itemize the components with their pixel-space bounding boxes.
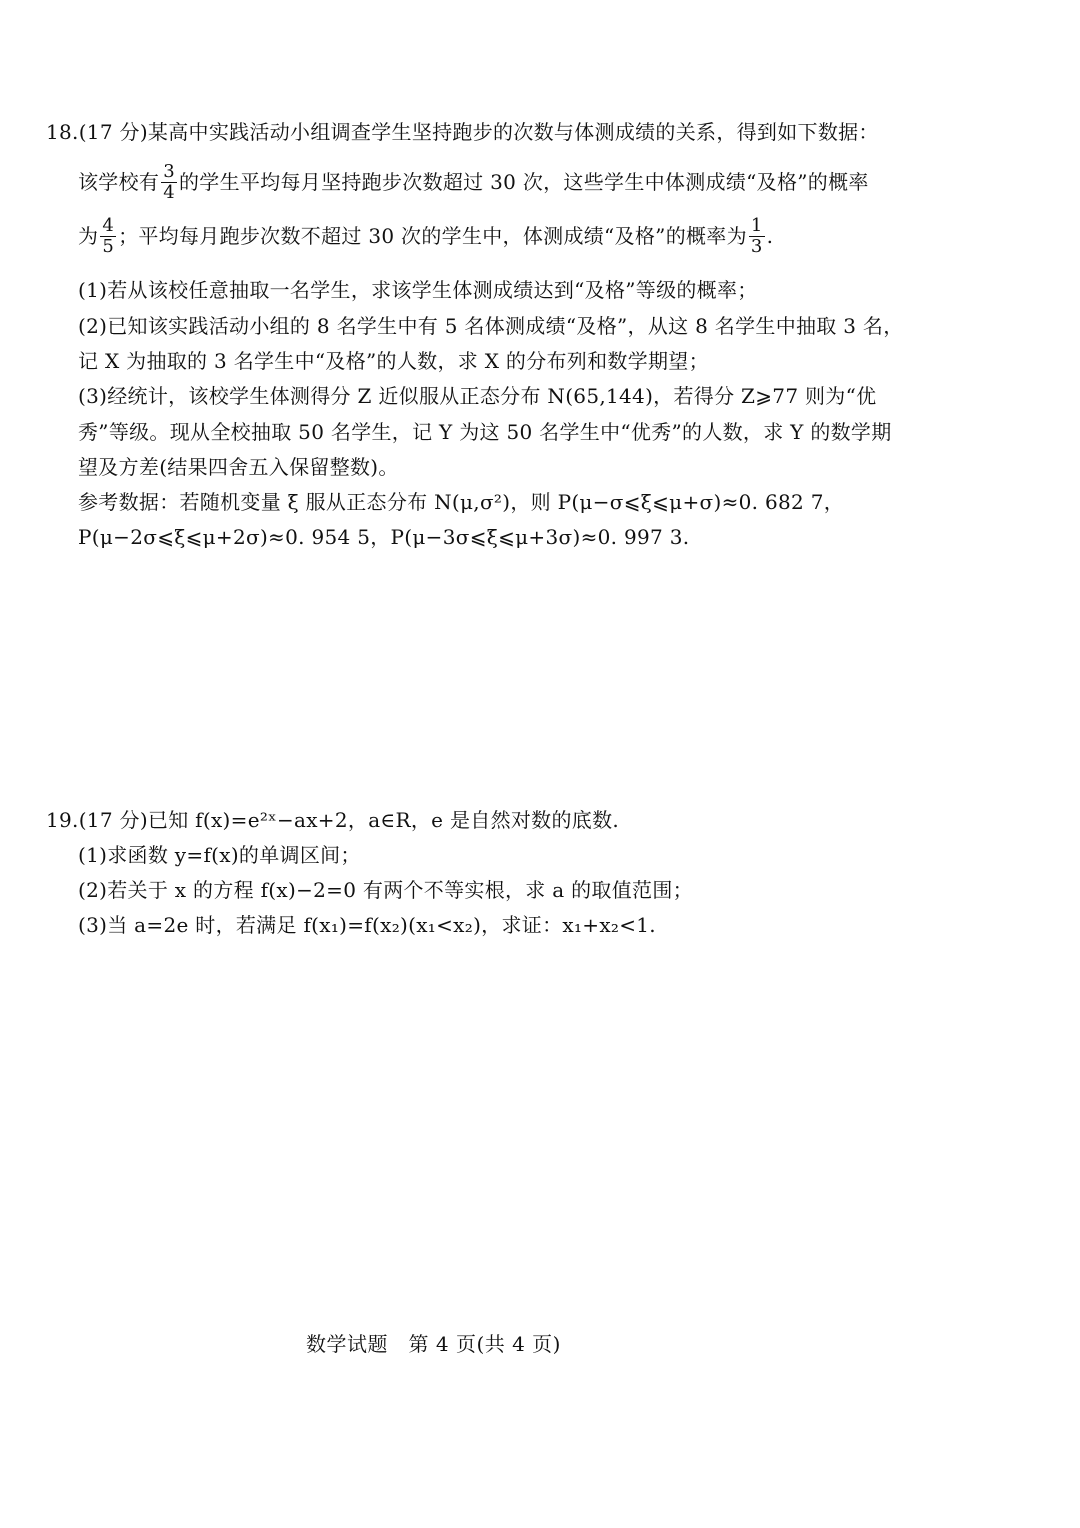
fraction-denominator: 5: [102, 235, 115, 257]
q18-line-3: [78, 208, 773, 264]
q19-part-1: (1)求函数 y=f(x)的单调区间；: [78, 843, 361, 867]
fraction-numerator: 3: [163, 160, 175, 182]
fraction-1-3: [749, 216, 765, 257]
q19-part-3: (3)当 a=2e 时，若满足 f(x₁)=f(x₂)(x₁<x₂)，求证：x₁+x₂<1.: [78, 913, 656, 937]
q18-part-3: (3)经统计，该校学生体测得分 Z 近似服从正态分布 N(65,144)，若得分 Z⩾77 则为“优: [78, 384, 877, 408]
fraction-4-5: [100, 216, 116, 257]
page-footer: 数学试题 第 4 页(共 4 页): [306, 1332, 561, 1356]
q18-part-1: (1)若从该校任意抽取一名学生，求该学生体测成绩达到“及格”等级的概率；: [78, 278, 758, 302]
fraction-numerator: 4: [102, 214, 115, 236]
q18-part-3-cont-2: 望及方差(结果四舍五入保留整数)。: [78, 455, 399, 479]
q18-line-3-pre: 为: [78, 224, 99, 248]
q18-reference-data-cont: P(μ−2σ⩽ξ⩽μ+2σ)≈0. 954 5，P(μ−3σ⩽ξ⩽μ+3σ)≈0. 997 3.: [78, 525, 690, 549]
q19-part-2: (2)若关于 x 的方程 f(x)−2=0 有两个不等实根，求 a 的取值范围；: [78, 878, 693, 902]
q18-line-2: [78, 154, 869, 210]
q19-header: 19.(17 分)已知 f(x)=e²ˣ−ax+2，a∈R，e 是自然对数的底数.: [46, 808, 620, 832]
q18-reference-data: 参考数据：若随机变量 ξ 服从正态分布 N(μ,σ²)，则 P(μ−σ⩽ξ⩽μ+σ)≈0. 682 7，: [78, 490, 845, 514]
q18-header: 18.(17 分)某高中实践活动小组调查学生坚持跑步的次数与体测成绩的关系，得到如下数据：: [46, 120, 879, 144]
q18-line-2-pre: 该学校有: [78, 170, 160, 194]
q18-part-3-cont: 秀”等级。现从全校抽取 50 名学生，记 Y 为这 50 名学生中“优秀”的人数，求 Y 的数学期: [78, 420, 892, 444]
fraction-numerator: 1: [750, 214, 763, 236]
fraction-denominator: 3: [750, 235, 763, 257]
q18-part-2-cont: 记 X 为抽取的 3 名学生中“及格”的人数，求 X 的分布列和数学期望；: [78, 349, 709, 373]
q18-line-3-post: .: [766, 224, 774, 248]
q18-part-2: (2)已知该实践活动小组的 8 名学生中有 5 名体测成绩“及格”，从这 8 名学生中抽取 3 名，: [78, 314, 904, 338]
q18-line-2-post: 的学生平均每月坚持跑步次数超过 30 次，这些学生中体测成绩“及格”的概率: [178, 170, 869, 194]
fraction-3-4: [161, 162, 177, 203]
q18-line-3-mid: ；平均每月跑步次数不超过 30 次的学生中，体测成绩“及格”的概率为: [118, 224, 747, 248]
fraction-denominator: 4: [163, 181, 175, 203]
